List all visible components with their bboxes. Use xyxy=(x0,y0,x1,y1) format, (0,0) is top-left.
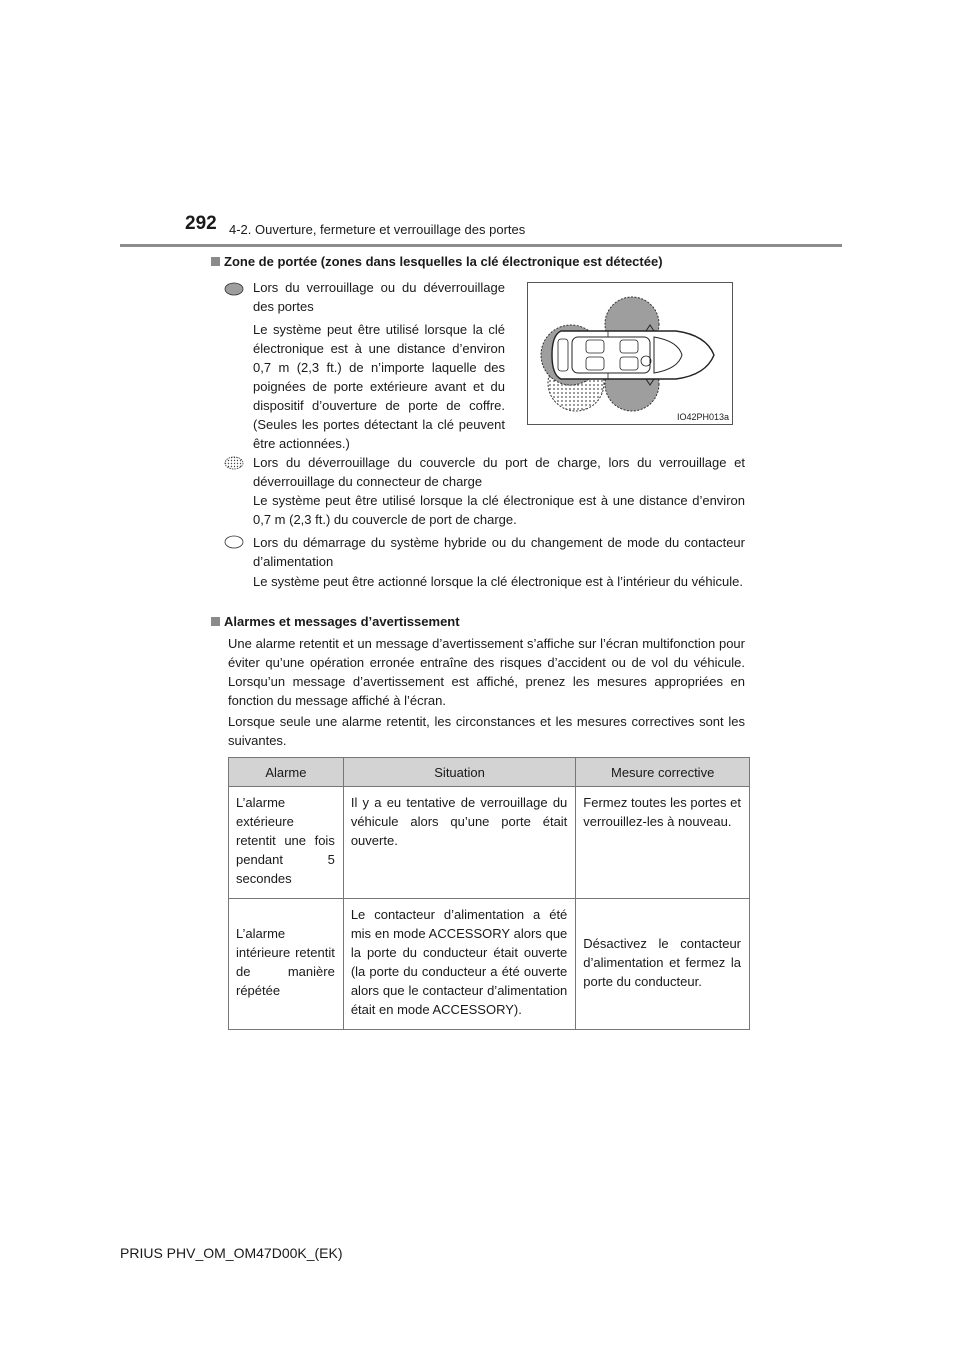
column-header: Mesure corrective xyxy=(576,758,750,787)
table-cell: Il y a eu tentative de verrouillage du véhicule alors qu’une porte était ouverte. xyxy=(343,787,575,899)
table-cell: L’alarme extérieure retentit une fois pendant 5 secondes xyxy=(229,787,344,899)
table-header-row xyxy=(229,758,750,787)
table-cell: Fermez toutes les portes et verrouillez-les à nouveau. xyxy=(576,787,750,899)
header-rule xyxy=(120,244,842,247)
table-row xyxy=(229,899,750,1030)
bullet-square-icon xyxy=(211,257,220,266)
item1-title: Lors du verrouillage ou du déverrouillage des portes xyxy=(253,280,505,314)
item1-body: Le système peut être utilisé lorsque la clé électronique est à une distance d’environ 0,7 m (2,3 ft.) de n’importe laquelle des poignées de porte extérieure avant et du dispositif d’ouverture de porte de coffre. (Seules les portes détectant la clé peuvent être actionnées.) xyxy=(253,322,505,451)
item2-title: Lors du déverrouillage du couvercle du port de charge, lors du verrouillage et déverrouillage du connecteur de charge xyxy=(253,455,745,489)
document-id: PRIUS PHV_OM_OM47D00K_(EK) xyxy=(120,1245,343,1261)
column-header: Situation xyxy=(343,758,575,787)
section-heading-alarms: Alarmes et messages d’avertissement xyxy=(211,614,460,629)
alarms-paragraph-1: Une alarme retentit et un message d’avertissement s’affiche sur l’écran multifonction pour éviter qu’une opération erronée entraîne des risques d’accident ou de vol du véhicule. Lorsqu’un message d’avertissement est affiché, prenez les mesures appropriées en fonction du message affiché à l’écran. xyxy=(228,636,745,708)
table-row xyxy=(229,787,750,899)
item3-title: Lors du démarrage du système hybride ou du changement de mode du contacteur d’alimentation xyxy=(253,535,745,569)
item2-body: Le système peut être utilisé lorsque la clé électronique est à une distance d’environ 0,7 m (2,3 ft.) du couvercle de port de charge. xyxy=(253,493,745,527)
figure-code: IO42PH013a xyxy=(676,412,729,422)
page-number: 292 xyxy=(185,213,217,234)
item3-body: Le système peut être actionné lorsque la clé électronique est à l’intérieur du véhicule. xyxy=(253,574,743,589)
table-cell: Le contacteur d’alimentation a été mis en mode ACCESSORY alors que la porte du conducteur était ouverte (la porte du conducteur a été ouverte alors que le contacteur d’alimentation était en mode ACCESSORY). xyxy=(343,899,575,1030)
solid-zone-icon xyxy=(224,282,244,296)
interior-zone-icon xyxy=(224,535,244,549)
table-cell: L’alarme intérieure retentit de manière répétée xyxy=(229,899,344,1030)
range-figure xyxy=(527,282,733,425)
table-cell: Désactivez le contacteur d’alimentation et fermez la porte du conducteur. xyxy=(576,899,750,1030)
alarm-table xyxy=(228,757,750,1030)
dotted-zone-icon xyxy=(224,456,244,470)
section-heading-range: Zone de portée (zones dans lesquelles la clé électronique est détectée) xyxy=(211,254,663,269)
alarms-paragraph-2: Lorsque seule une alarme retentit, les circonstances et les mesures correctives sont les suivantes. xyxy=(228,714,745,748)
bullet-square-icon xyxy=(211,617,220,626)
column-header: Alarme xyxy=(229,758,344,787)
car-range-diagram xyxy=(528,283,732,424)
chapter-title: 4-2. Ouverture, fermeture et verrouillage des portes xyxy=(229,222,526,237)
